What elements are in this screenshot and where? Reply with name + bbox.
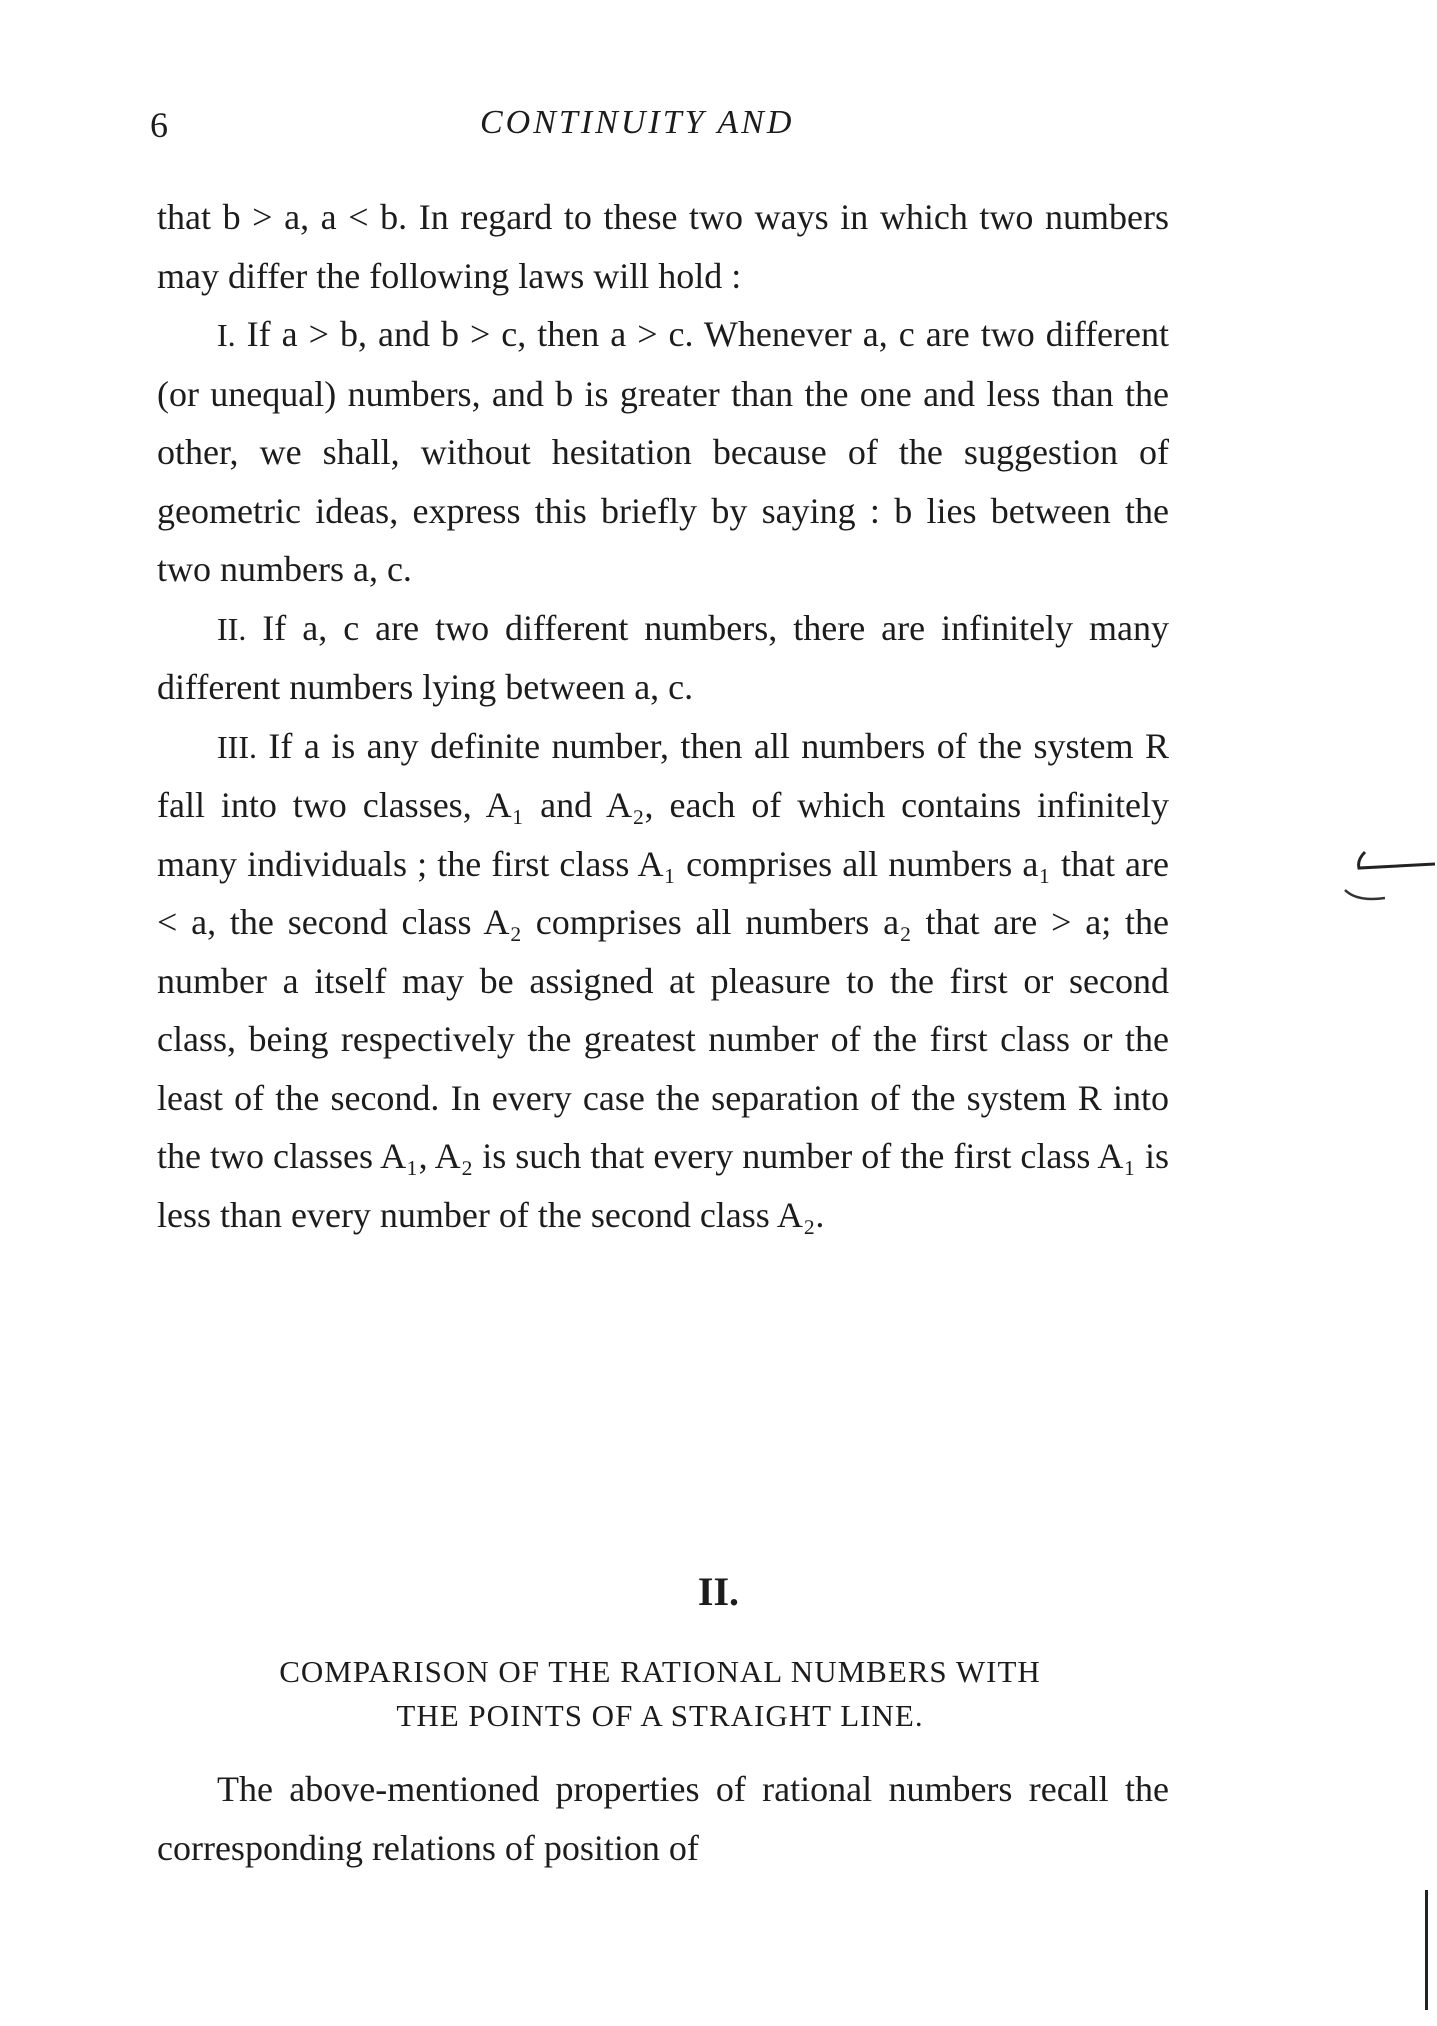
section-title-line-2: THE POINTS OF A STRAIGHT LINE. — [396, 1698, 924, 1733]
law-2-text: If a, c are two different numbers, there are infinitely many different numbers lying between a, c. — [157, 607, 1170, 707]
page-edge-line — [1425, 1890, 1428, 2010]
law-2-numeral: II. — [217, 610, 247, 647]
law-1-numeral: I. — [217, 317, 236, 353]
intro-paragraph: that b > a, a < b. In regard to these two ways in which two numbers may differ the following laws will hold : — [157, 197, 1169, 296]
law-3-text: If a is any definite number, then all numbers of the system R fall into two classes, A₁ and A₂, each of which contains infinitely many individuals ; the first class A₁ comprises all numbers a₁ that are < a, the second class A₂ comprises all numbers a₂ that are > a; the number a itself may be assigned at pleasure to the first or second class, being respectively the greatest number of the first class or the least of the second. In every case the separation of the system R into the two classes A₁, A₂ is such that every number of the first class A₁ is less than every number of the second class A₂. — [157, 725, 1169, 1235]
law-1-paragraph — [157, 305, 1169, 599]
page-number: 6 — [150, 105, 168, 145]
running-head — [150, 104, 1170, 148]
section-opening-paragraph: The above-mentioned properties of rational numbers recall the corresponding relations of position of — [157, 1769, 1169, 1868]
law-2-paragraph — [157, 599, 1169, 717]
law-3-paragraph — [157, 717, 1169, 1245]
running-title: CONTINUITY AND — [480, 104, 795, 141]
closing-text — [157, 1760, 1169, 1877]
law-1-text: If a > b, and b > c, then a > c. Whenever a, c are two different (or unequal) numbers, and b is greater than the one and less than the other, we shall, without hesitation because of the suggestion of geometric ideas, express this briefly by saying : b lies between the two numbers a, c. — [157, 314, 1170, 589]
law-3-numeral: III. — [217, 728, 257, 765]
section-numeral: II. — [697, 1569, 740, 1614]
section-title — [150, 1650, 1170, 1738]
section-title-line-1: COMPARISON OF THE RATIONAL NUMBERS WITH — [279, 1654, 1041, 1689]
margin-ink-mark-icon — [1307, 840, 1437, 920]
body-text — [157, 188, 1169, 1244]
